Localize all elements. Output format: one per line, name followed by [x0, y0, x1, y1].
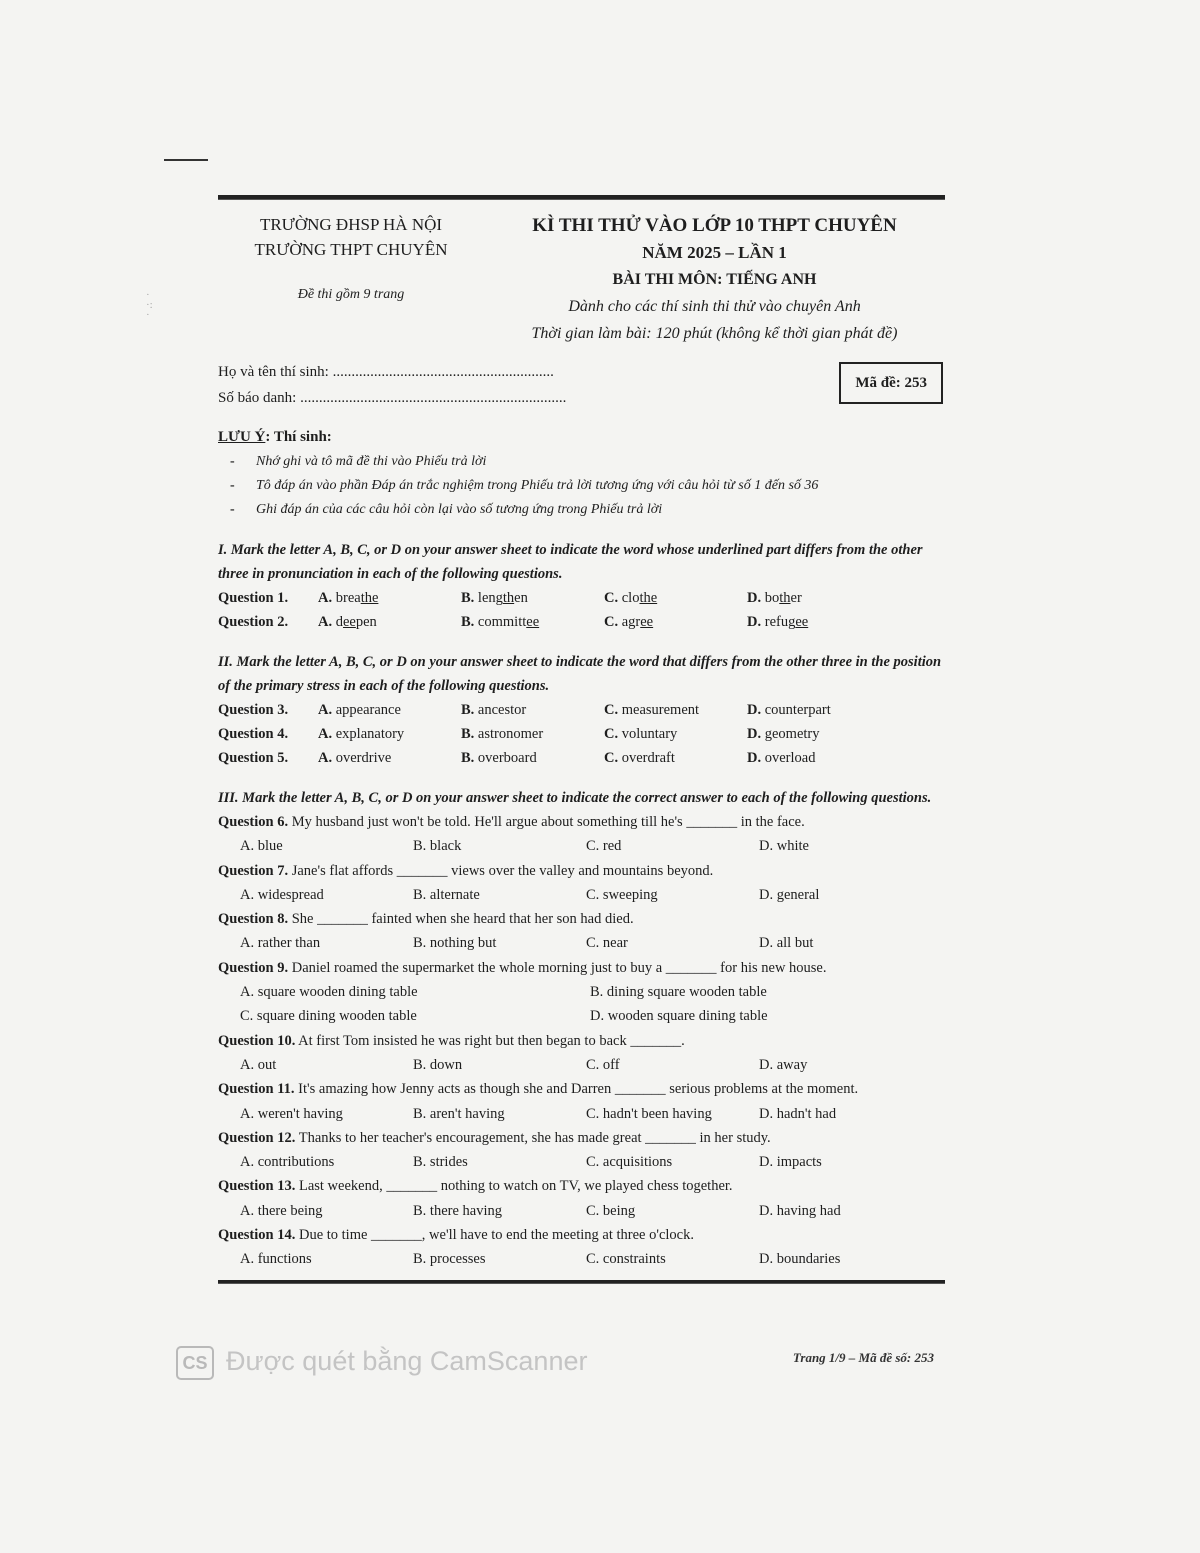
option: B. nothing but: [413, 935, 497, 952]
option: D. hadn't had: [759, 1105, 837, 1122]
option: A. there being: [240, 1202, 323, 1219]
option: D. wooden square dining table: [590, 1008, 768, 1025]
question-label: Question 1.: [218, 590, 289, 606]
notice-item: - Nhớ ghi và tô mã đề thi vào Phiếu trả lời: [256, 450, 945, 474]
option: D. geometry: [747, 726, 820, 742]
exam-page: [218, 195, 945, 1284]
question-stem: Question 11. It's amazing how Jenny acts as though she and Darren _______ serious problems at the moment.: [218, 1081, 859, 1098]
option: D. away: [759, 1056, 808, 1073]
question-stem: Question 8. She _______ fainted when she heard that her son had died.: [218, 911, 634, 928]
option: B. down: [413, 1056, 463, 1073]
question-label: Question 5.: [218, 750, 289, 766]
option: D. general: [759, 886, 820, 903]
top-rule: [218, 195, 945, 200]
question-label: Question 3.: [218, 702, 289, 718]
candidate-name-field: Họ và tên thí sinh: ...........................................................: [218, 364, 554, 380]
option: D. boundaries: [759, 1251, 841, 1268]
option: A. deepen: [318, 614, 377, 630]
option: C. red: [586, 838, 622, 855]
option: B. there having: [413, 1202, 502, 1219]
option: A. widespread: [240, 886, 324, 903]
scanner-watermark: Được quét bằng CamScanner: [226, 1346, 588, 1376]
answer-options: [218, 1102, 945, 1126]
answer-options: [218, 931, 945, 955]
option: D. having had: [759, 1202, 841, 1219]
answer-options: [218, 980, 945, 1004]
option: B. aren't having: [413, 1105, 505, 1122]
candidate-info: [218, 359, 945, 411]
option: D. refugee: [747, 614, 809, 630]
option: B. astronomer: [461, 726, 544, 742]
option: C. clothe: [604, 590, 658, 606]
option: C. square dining wooden table: [240, 1008, 417, 1025]
option: B. overboard: [461, 750, 537, 766]
option: A. appearance: [318, 702, 401, 718]
option: A. blue: [240, 838, 283, 855]
option: B. strides: [413, 1154, 468, 1171]
answer-options: [218, 834, 945, 858]
notice-item: - Ghi đáp án của các câu hỏi còn lại vào số tương ứng trong Phiếu trả lời: [256, 498, 945, 522]
option: A. breathe: [318, 590, 379, 606]
option: C. near: [586, 935, 628, 952]
answer-options: [218, 1199, 945, 1223]
answer-options: [218, 1150, 945, 1174]
section-pronunciation: [218, 538, 945, 634]
answer-options: [218, 1004, 945, 1028]
question-label: Question 2.: [218, 614, 289, 630]
option: D. bother: [747, 590, 802, 606]
option: D. counterpart: [747, 702, 831, 718]
exam-audience: Dành cho các thí sinh thi thử vào chuyên Anh: [568, 298, 861, 315]
notice-block: [218, 429, 945, 522]
option: A. explanatory: [318, 726, 405, 742]
option: A. rather than: [240, 935, 321, 952]
question-label: Question 4.: [218, 726, 289, 742]
option: C. being: [586, 1202, 636, 1219]
notice-title: LƯU Ý: Thí sinh:: [218, 429, 332, 445]
question-row: [218, 746, 945, 770]
option: C. agree: [604, 614, 654, 630]
page-footer: [176, 1344, 936, 1384]
option: C. off: [586, 1056, 620, 1073]
option: B. ancestor: [461, 702, 527, 718]
option: D. all but: [759, 935, 814, 952]
section-instruction: III. Mark the letter A, B, C, or D on your answer sheet to indicate the correct answer to each of the following questions.: [218, 790, 932, 806]
exam-header: [218, 212, 945, 347]
section-instruction: I. Mark the letter A, B, C, or D on your answer sheet to indicate the word whose underlined part differs from the other three in pronunciation in each of the following questions.: [218, 542, 923, 582]
school-name: TRƯỜNG ĐHSP HÀ NỘI: [259, 215, 443, 234]
question-stem: Question 7. Jane's flat affords _______ views over the valley and mountains beyond.: [218, 862, 714, 879]
option: C. measurement: [604, 702, 700, 718]
option: D. white: [759, 838, 809, 855]
candidate-id-field: Số báo danh: .......................................................................: [218, 390, 567, 406]
option: C. acquisitions: [586, 1154, 673, 1171]
option: A. out: [240, 1056, 277, 1073]
option: B. lengthen: [461, 590, 528, 606]
option: A. overdrive: [318, 750, 392, 766]
bottom-rule: [218, 1280, 945, 1284]
option: C. overdraft: [604, 750, 675, 766]
question-row: [218, 610, 945, 634]
option: C. hadn't been having: [586, 1105, 712, 1122]
school-block: [218, 212, 484, 347]
exam-year: NĂM 2025 – LẦN 1: [642, 243, 787, 262]
question-stem: Question 12. Thanks to her teacher's encouragement, she has made great _______ in her study.: [218, 1129, 771, 1146]
option: B. committee: [461, 614, 540, 630]
answer-options: [218, 883, 945, 907]
section-stress: [218, 650, 945, 770]
question-stem: Question 6. My husband just won't be told. He'll argue about something till he's _______ in the face.: [218, 814, 805, 830]
question-stem: Question 14. Due to time _______, we'll have to end the meeting at three o'clock.: [218, 1227, 694, 1244]
answer-options: [218, 1247, 945, 1271]
exam-time: Thời gian làm bài: 120 phút (không kể thời gian phát đề): [531, 325, 898, 342]
section-multiple-choice: [218, 786, 945, 1272]
option: B. black: [413, 838, 462, 855]
camscanner-logo-icon: CS: [176, 1346, 214, 1380]
option: C. voluntary: [604, 726, 678, 742]
exam-code-box: Mã đề: 253: [839, 362, 943, 404]
notice-item: - Tô đáp án vào phần Đáp án trắc nghiệm trong Phiếu trả lời tương ứng với câu hỏi từ số 1 đến số 36: [256, 474, 945, 498]
notice-list: [218, 450, 945, 522]
option: A. weren't having: [240, 1105, 343, 1122]
school-subname: TRƯỜNG THPT CHUYÊN: [254, 240, 448, 259]
option: A. functions: [240, 1251, 312, 1268]
page-number: Trang 1/9 – Mã đề số: 253: [792, 1350, 934, 1365]
question-stem: Question 13. Last weekend, _______ nothing to watch on TV, we played chess together.: [218, 1178, 733, 1195]
question-row: [218, 722, 945, 746]
question-row: [218, 586, 945, 610]
option: B. alternate: [413, 886, 480, 903]
option: D. impacts: [759, 1154, 822, 1171]
option: D. overload: [747, 750, 816, 766]
pages-note: Đề thi gồm 9 trang: [297, 287, 405, 302]
question-row: [218, 698, 945, 722]
option: A. square wooden dining table: [240, 984, 418, 1001]
option: B. dining square wooden table: [590, 984, 767, 1001]
option: A. contributions: [240, 1154, 335, 1171]
question-stem: Question 9. Daniel roamed the supermarket the whole morning just to buy a _______ for his new house.: [218, 959, 827, 976]
option: C. constraints: [586, 1251, 666, 1268]
answer-options: [218, 1053, 945, 1077]
exam-subject: BÀI THI MÔN: TIẾNG ANH: [612, 271, 817, 288]
exam-title: KÌ THI THỬ VÀO LỚP 10 THPT CHUYÊN: [532, 215, 897, 236]
scan-mark: [164, 159, 208, 161]
section-instruction: II. Mark the letter A, B, C, or D on your answer sheet to indicate the word that differs from the other three in the position of the primary stress in each of the following questions.: [218, 654, 942, 694]
option: C. sweeping: [586, 886, 658, 903]
question-stem: Question 10. At first Tom insisted he was right but then began to back _______.: [218, 1032, 685, 1049]
exam-info-block: [484, 212, 945, 347]
option: B. processes: [413, 1251, 486, 1268]
scan-specks: · ·: ·: [146, 289, 153, 321]
